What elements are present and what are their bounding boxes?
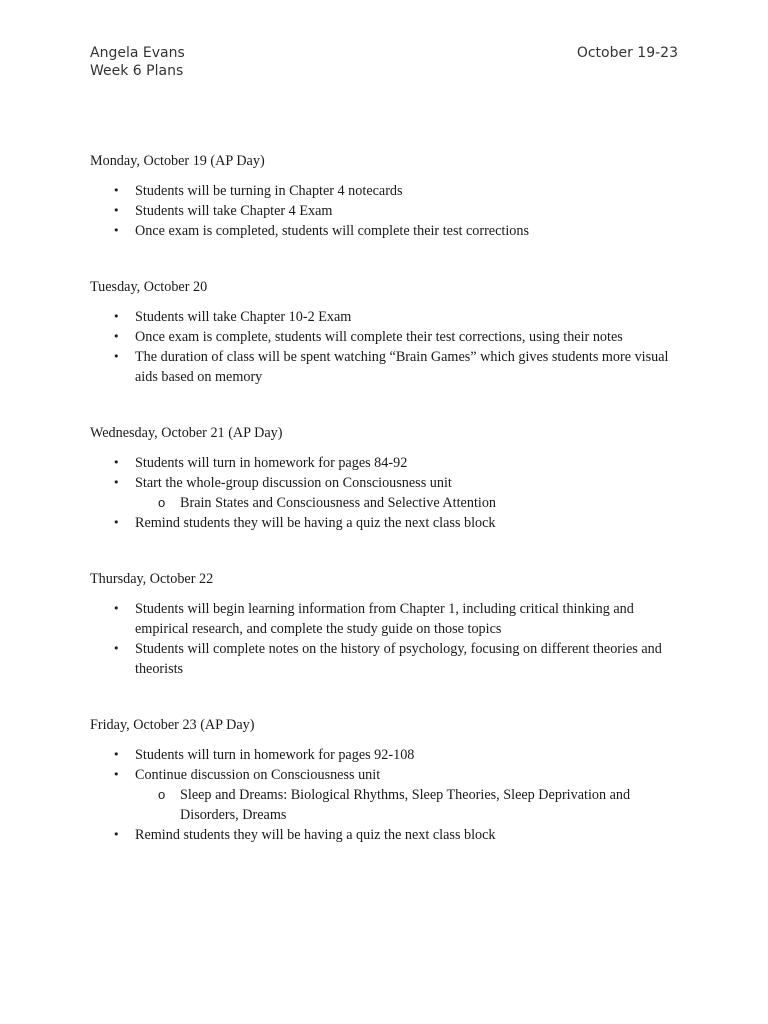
- task-text: Students will complete notes on the history of psychology, focusing on different theories and theorists: [135, 641, 662, 677]
- task-list: [90, 307, 680, 387]
- lesson-plan-body: [90, 151, 680, 845]
- task-text: The duration of class will be spent watching “Brain Games” which gives students more visual aids based on memory: [135, 349, 669, 385]
- day-heading: Monday, October 19 (AP Day): [90, 153, 265, 169]
- task-text: Once exam is complete, students will complete their test corrections, using their notes: [135, 329, 623, 345]
- bullet-icon: •: [113, 350, 120, 363]
- task-text: Continue discussion on Consciousness unit: [135, 767, 381, 783]
- bullet-icon: •: [113, 828, 120, 841]
- sub-task-item: [135, 493, 680, 513]
- task-list: [90, 745, 680, 845]
- day-section: [90, 715, 680, 845]
- task-text: Students will take Chapter 10-2 Exam: [135, 309, 352, 325]
- task-text: Once exam is completed, students will complete their test corrections: [135, 223, 529, 239]
- task-item: [90, 513, 680, 533]
- date-range: October 19-23: [576, 45, 678, 61]
- task-item: [90, 221, 680, 241]
- bullet-icon: •: [113, 204, 120, 217]
- bullet-icon: •: [113, 516, 120, 529]
- sub-task-text: Brain States and Consciousness and Selective Attention: [180, 495, 497, 511]
- task-list: [90, 181, 680, 241]
- day-heading: Wednesday, October 21 (AP Day): [90, 425, 283, 441]
- bullet-icon: •: [113, 456, 120, 469]
- task-item: [90, 181, 680, 201]
- task-text: Students will turn in homework for pages 84-92: [135, 455, 408, 471]
- task-item: [90, 453, 680, 473]
- bullet-icon: •: [113, 224, 120, 237]
- week-plans-title: Week 6 Plans: [90, 63, 184, 79]
- task-list: [90, 599, 680, 679]
- task-item: [90, 327, 680, 347]
- task-text: Students will be turning in Chapter 4 notecards: [135, 183, 403, 199]
- sub-task-list: [135, 493, 680, 513]
- task-item: [90, 201, 680, 221]
- sub-task-item: [135, 785, 680, 825]
- sub-bullet-icon: o: [158, 495, 166, 510]
- task-item: [90, 745, 680, 765]
- author-name: Angela Evans: [90, 45, 185, 61]
- task-item: [90, 473, 680, 513]
- task-text: Remind students they will be having a quiz the next class block: [135, 827, 496, 843]
- document-header: [90, 44, 678, 80]
- header-row: [90, 44, 678, 62]
- day-heading: Tuesday, October 20: [90, 279, 208, 295]
- day-section: [90, 569, 680, 679]
- task-text: Start the whole-group discussion on Consciousness unit: [135, 475, 452, 491]
- sub-task-list: [135, 785, 680, 825]
- bullet-icon: •: [113, 602, 120, 615]
- bullet-icon: •: [113, 642, 120, 655]
- task-item: [90, 599, 680, 639]
- bullet-icon: •: [113, 768, 120, 781]
- sub-task-text: Sleep and Dreams: Biological Rhythms, Sleep Theories, Sleep Deprivation and Disorders, Dreams: [180, 787, 631, 823]
- task-item: [90, 347, 680, 387]
- bullet-icon: •: [113, 310, 120, 323]
- sub-bullet-icon: o: [158, 787, 166, 802]
- day-heading: Thursday, October 22: [90, 571, 214, 587]
- task-item: [90, 307, 680, 327]
- task-text: Students will turn in homework for pages 92-108: [135, 747, 415, 763]
- bullet-icon: •: [113, 184, 120, 197]
- day-section: [90, 423, 680, 533]
- task-list: [90, 453, 680, 533]
- day-heading: Friday, October 23 (AP Day): [90, 717, 255, 733]
- task-text: Students will take Chapter 4 Exam: [135, 203, 333, 219]
- bullet-icon: •: [113, 330, 120, 343]
- task-item: [90, 825, 680, 845]
- task-item: [90, 765, 680, 825]
- task-text: Students will begin learning information from Chapter 1, including critical thinking and empirical research, and complete the study guide on those topics: [135, 601, 634, 637]
- day-section: [90, 151, 680, 241]
- day-section: [90, 277, 680, 387]
- bullet-icon: •: [113, 476, 120, 489]
- bullet-icon: •: [113, 748, 120, 761]
- task-text: Remind students they will be having a quiz the next class block: [135, 515, 496, 531]
- task-item: [90, 639, 680, 679]
